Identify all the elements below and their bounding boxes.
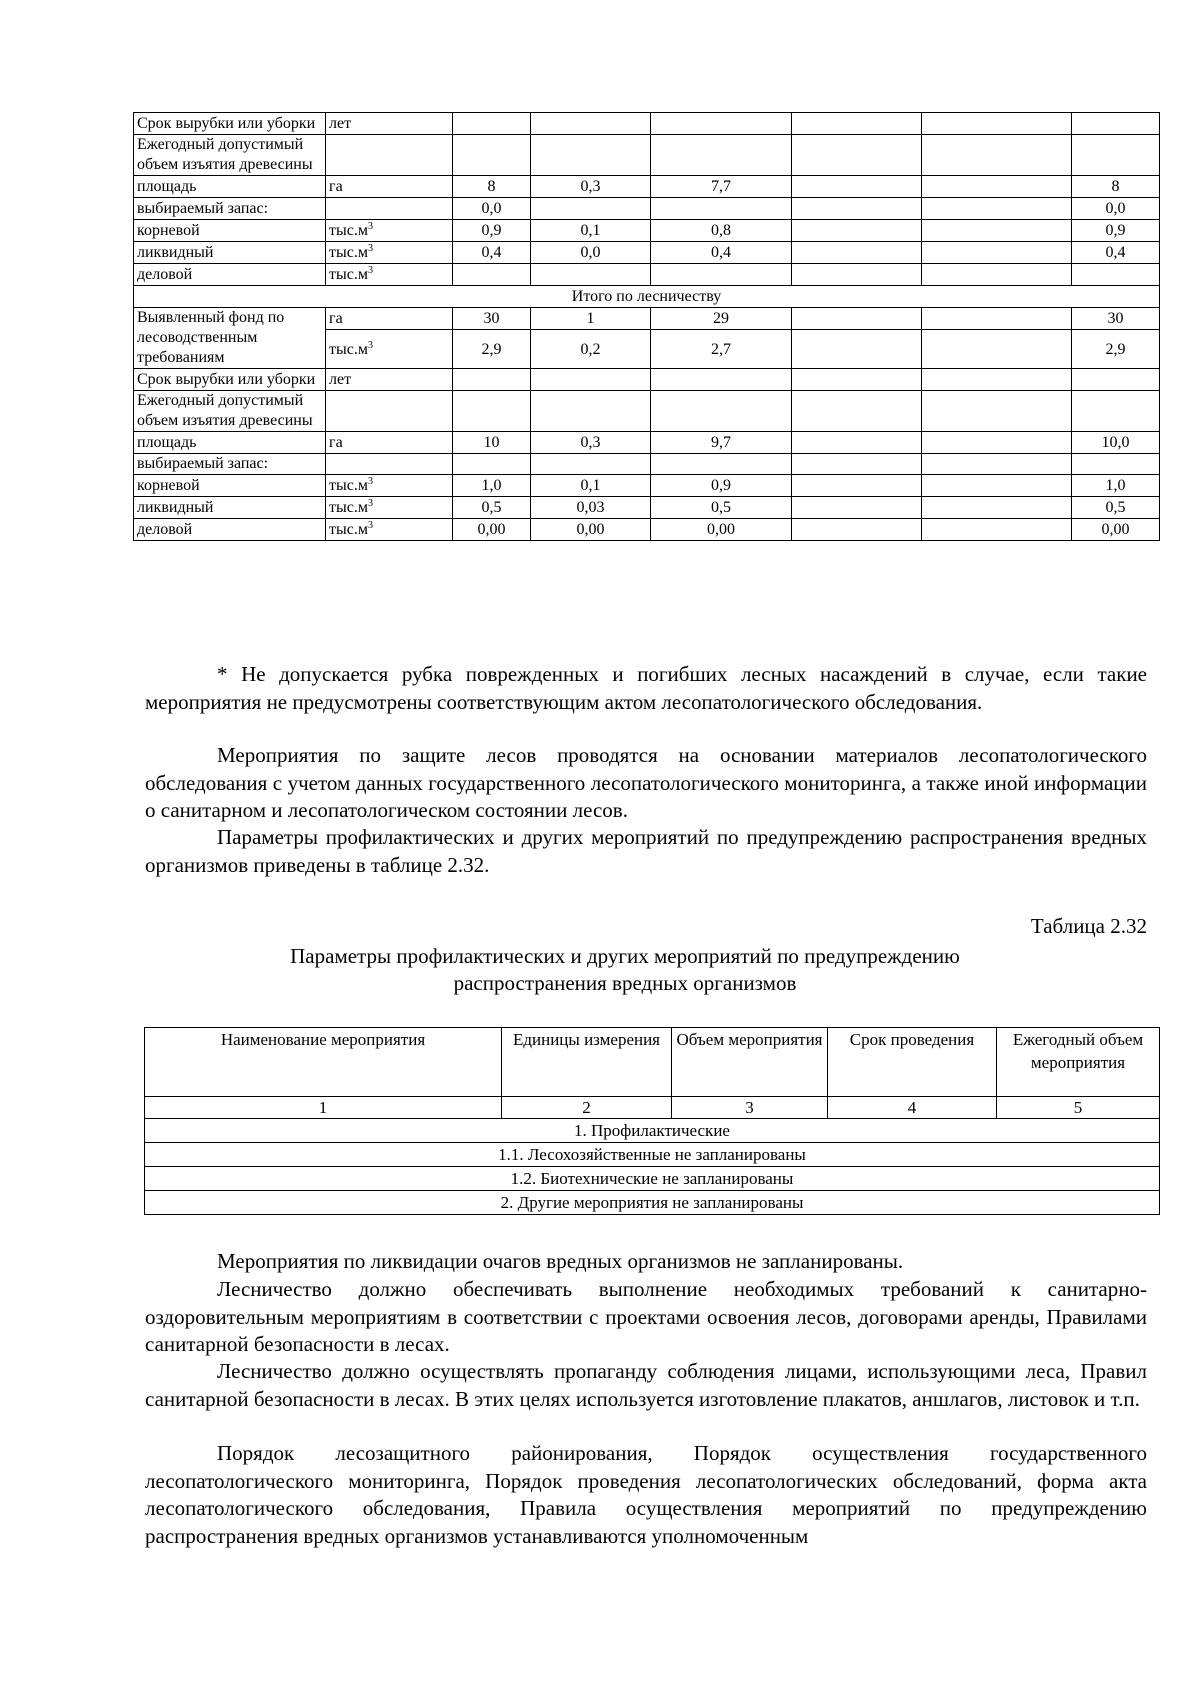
paragraph-propaganda: Лесничество должно осуществлять пропаганду соблюдения лицами, использующими леса, Правил санитарной безопасности в лесах. В этих целях используется изготовление плакатов, аншлагов, листовок и т.п.	[145, 1359, 1147, 1411]
superscript: 3	[367, 265, 373, 276]
value-cell	[1072, 497, 1160, 519]
unit-cell	[326, 242, 453, 264]
value-cell	[651, 432, 792, 454]
unit-cell	[326, 475, 453, 497]
value-cell	[1072, 198, 1160, 220]
cell-text: Итого по лесничеству	[571, 288, 722, 305]
cell-text: Выявленный фонд по лесоводственным требованиям	[137, 309, 285, 366]
cell-text: 2,9	[1105, 340, 1126, 358]
superscript: 3	[367, 339, 373, 351]
value-cell	[453, 198, 531, 220]
cell-text: 0,1	[580, 477, 601, 494]
section-row	[134, 286, 1160, 308]
value-cell	[651, 454, 792, 475]
value-cell	[922, 391, 1072, 432]
value-cell	[453, 308, 531, 330]
value-cell	[531, 113, 651, 135]
cell-text: выбираемый запас:	[137, 199, 269, 217]
value-cell	[792, 242, 922, 264]
section-title: 1. Профилактические	[145, 1119, 1160, 1143]
unit-cell	[326, 135, 453, 176]
cell-text: тыс.м	[329, 244, 368, 261]
value-cell	[453, 519, 531, 541]
value-cell	[651, 176, 792, 198]
table-row	[134, 198, 1160, 220]
row-label	[134, 369, 326, 391]
value-cell	[792, 454, 922, 475]
value-cell	[922, 308, 1072, 330]
row-label	[134, 432, 326, 454]
cell-text: 1,0	[1105, 477, 1126, 494]
unit-cell	[326, 308, 453, 330]
cell-text: 0,3	[580, 178, 601, 195]
value-cell	[453, 497, 531, 519]
section-row	[145, 1167, 1160, 1191]
cell-text: 2,9	[481, 340, 502, 358]
unit-cell	[326, 369, 453, 391]
section-title: 1.2. Биотехнические не запланированы	[145, 1167, 1160, 1191]
row-label	[134, 135, 326, 176]
table-row	[134, 432, 1160, 454]
row-label	[134, 497, 326, 519]
cell-text: 8	[1111, 178, 1120, 195]
column-number-row	[145, 1097, 1160, 1119]
value-cell	[792, 391, 922, 432]
unit-cell	[326, 432, 453, 454]
value-cell	[1072, 369, 1160, 391]
paragraph-parameters: Параметры профилактических и других мероприятий по предупреждению распространения вредных организмов приведены в таблице 2.32.	[145, 825, 1147, 877]
superscript: 3	[367, 498, 373, 509]
cell-text: га	[329, 178, 343, 195]
cell-text: 0,9	[1105, 222, 1126, 239]
value-cell	[922, 242, 1072, 264]
cell-text: тыс.м	[329, 499, 368, 516]
cell-text: деловой	[137, 520, 193, 538]
cell-text: 0,03	[576, 499, 605, 516]
cell-text: 7,7	[711, 178, 731, 195]
value-cell	[1072, 308, 1160, 330]
value-cell	[922, 264, 1072, 286]
row-label	[134, 264, 326, 286]
header-cell: Единицы измерения	[502, 1028, 672, 1097]
cell-text: 0,5	[711, 499, 731, 516]
cell-text: 0,00	[1101, 521, 1130, 538]
cell-text: 0,00	[707, 521, 735, 538]
row-label	[134, 454, 326, 475]
cell-text: 0,0	[481, 200, 502, 217]
value-cell	[792, 475, 922, 497]
value-cell	[792, 113, 922, 135]
cell-text: 9,7	[711, 434, 731, 451]
cell-text: 0,00	[576, 521, 605, 538]
value-cell	[453, 264, 531, 286]
cell-text: лет	[329, 371, 352, 388]
section-row	[145, 1143, 1160, 1167]
value-cell	[922, 475, 1072, 497]
table-row	[134, 308, 1160, 330]
value-cell	[531, 391, 651, 432]
value-cell	[1072, 432, 1160, 454]
cell-text: ликвидный	[137, 498, 214, 516]
value-cell	[651, 220, 792, 242]
cell-text: 0,4	[1105, 244, 1126, 261]
table-row	[134, 242, 1160, 264]
value-cell	[922, 454, 1072, 475]
value-cell	[922, 497, 1072, 519]
paragraph-sanitary: Лесничество должно обеспечивать выполнение необходимых требований к санитарно-оздоровительным мероприятиям в соответствии с проектами освоения лесов, договорами аренды, Правилами санитарной безопасности в лесах.	[145, 1277, 1147, 1356]
cell-text: 8	[487, 178, 496, 195]
value-cell	[531, 497, 651, 519]
measures-table	[144, 1027, 1160, 1215]
cell-text: 30	[1107, 310, 1124, 327]
value-cell	[922, 369, 1072, 391]
value-cell	[651, 198, 792, 220]
value-cell	[792, 176, 922, 198]
table-caption: Таблица 2.32	[1030, 914, 1147, 938]
table-row	[134, 497, 1160, 519]
cell-text: Срок вырубки или уборки	[137, 370, 316, 388]
cell-text: площадь	[137, 433, 197, 451]
row-label	[134, 242, 326, 264]
cell-text: корневой	[137, 476, 200, 494]
value-cell	[453, 391, 531, 432]
cell-text: Срок вырубки или уборки	[137, 114, 316, 132]
header-cell: Срок проведения	[828, 1028, 997, 1097]
unit-cell	[326, 519, 453, 541]
superscript: 3	[367, 476, 373, 487]
cell-text: 10	[483, 434, 500, 451]
value-cell	[453, 369, 531, 391]
cell-text: 0,1	[580, 222, 601, 239]
row-label	[134, 308, 326, 369]
value-cell	[531, 220, 651, 242]
row-label	[134, 198, 326, 220]
forest-volume-table	[133, 112, 1160, 541]
value-cell	[922, 519, 1072, 541]
cell-text: 0,9	[711, 477, 731, 494]
value-cell	[792, 264, 922, 286]
cell-text: 29	[713, 310, 729, 327]
cell-text: деловой	[137, 265, 193, 283]
table-row	[134, 176, 1160, 198]
cell-text: 0,2	[580, 340, 601, 358]
unit-cell	[326, 113, 453, 135]
column-number: 1	[145, 1097, 502, 1119]
value-cell	[1072, 113, 1160, 135]
value-cell	[1072, 220, 1160, 242]
row-label	[134, 391, 326, 432]
cell-text: Ежегодный допустимый объем изъятия древесины	[137, 392, 313, 429]
cell-text: 10,0	[1101, 434, 1130, 451]
row-label	[134, 475, 326, 497]
value-cell	[792, 519, 922, 541]
value-cell	[922, 176, 1072, 198]
table-row	[134, 135, 1160, 176]
value-cell	[651, 330, 792, 369]
value-cell	[531, 432, 651, 454]
cell-text: 0,0	[580, 244, 601, 261]
unit-cell	[326, 220, 453, 242]
value-cell	[792, 369, 922, 391]
table-row	[134, 220, 1160, 242]
cell-text: 0,4	[711, 244, 731, 261]
value-cell	[1072, 454, 1160, 475]
cell-text: 2,7	[711, 340, 731, 358]
value-cell	[1072, 135, 1160, 176]
value-cell	[453, 475, 531, 497]
value-cell	[792, 135, 922, 176]
cell-text: 0,8	[711, 222, 731, 239]
value-cell	[922, 330, 1072, 369]
value-cell	[651, 113, 792, 135]
value-cell	[453, 220, 531, 242]
header-cell: Ежегодный объем мероприятия	[997, 1028, 1160, 1097]
value-cell	[651, 308, 792, 330]
value-cell	[922, 432, 1072, 454]
value-cell	[531, 369, 651, 391]
value-cell	[651, 475, 792, 497]
value-cell	[1072, 475, 1160, 497]
value-cell	[531, 264, 651, 286]
value-cell	[1072, 264, 1160, 286]
cell-text: 0,5	[1105, 499, 1126, 516]
unit-cell	[326, 264, 453, 286]
value-cell	[453, 454, 531, 475]
cell-text: 0,00	[477, 521, 506, 538]
cell-text: 0,9	[481, 222, 502, 239]
superscript: 3	[367, 221, 373, 232]
cell-text: Ежегодный допустимый объем изъятия древесины	[137, 136, 313, 173]
column-number: 5	[997, 1097, 1160, 1119]
value-cell	[453, 432, 531, 454]
unit-cell	[326, 454, 453, 475]
unit-cell	[326, 391, 453, 432]
value-cell	[922, 198, 1072, 220]
value-cell	[792, 330, 922, 369]
header-cell: Наименование мероприятия	[145, 1028, 502, 1097]
row-label	[134, 113, 326, 135]
cell-text: выбираемый запас:	[137, 455, 269, 472]
value-cell	[651, 369, 792, 391]
section-title: 2. Другие мероприятия не запланированы	[145, 1191, 1160, 1215]
table-row	[134, 369, 1160, 391]
paragraph-protection: Мероприятия по защите лесов проводятся на основании материалов лесопатологического обследования с учетом данных государственного лесопатологического мониторинга, а также иной информации о санитарном и лесопатологическом состоянии лесов.	[145, 743, 1147, 822]
value-cell	[453, 113, 531, 135]
row-label	[134, 519, 326, 541]
cell-text: га	[329, 310, 343, 327]
cell-text: тыс.м	[329, 340, 368, 358]
value-cell	[651, 391, 792, 432]
value-cell	[1072, 176, 1160, 198]
value-cell	[792, 220, 922, 242]
value-cell	[792, 497, 922, 519]
value-cell	[922, 113, 1072, 135]
note-paragraph: * Не допускается рубка поврежденных и погибших лесных насаждений в случае, если такие мероприятия не предусмотрены соответствующим актом лесопатологического обследования.	[145, 662, 1147, 714]
section-title	[134, 286, 1160, 308]
value-cell	[531, 330, 651, 369]
value-cell	[531, 475, 651, 497]
row-label	[134, 176, 326, 198]
cell-text: 30	[483, 310, 500, 327]
unit-cell	[326, 198, 453, 220]
value-cell	[531, 308, 651, 330]
section-row	[145, 1119, 1160, 1143]
cell-text: 0,0	[1105, 200, 1126, 217]
table-row	[134, 475, 1160, 497]
section-row	[145, 1191, 1160, 1215]
table-row	[134, 454, 1160, 475]
cell-text: тыс.м	[329, 477, 368, 494]
cell-text: ликвидный	[137, 243, 214, 261]
value-cell	[651, 497, 792, 519]
value-cell	[922, 135, 1072, 176]
column-number: 3	[672, 1097, 828, 1119]
value-cell	[453, 242, 531, 264]
cell-text: тыс.м	[329, 266, 368, 283]
table-row	[134, 264, 1160, 286]
value-cell	[922, 220, 1072, 242]
value-cell	[792, 308, 922, 330]
value-cell	[453, 176, 531, 198]
value-cell	[531, 198, 651, 220]
value-cell	[651, 264, 792, 286]
paragraph-liquidation: Мероприятия по ликвидации очагов вредных организмов не запланированы.	[217, 1249, 904, 1273]
value-cell	[453, 135, 531, 176]
value-cell	[792, 198, 922, 220]
column-number: 2	[502, 1097, 672, 1119]
table-title: Параметры профилактических и других мероприятий по предупреждению распространения вредных организмов	[290, 944, 960, 995]
superscript: 3	[367, 243, 373, 254]
value-cell	[531, 135, 651, 176]
cell-text: 1	[586, 310, 595, 327]
cell-text: 0,3	[580, 434, 601, 451]
cell-text: га	[329, 434, 343, 451]
value-cell	[651, 519, 792, 541]
superscript: 3	[367, 520, 373, 531]
value-cell	[531, 519, 651, 541]
value-cell	[651, 242, 792, 264]
cell-text: площадь	[137, 177, 197, 195]
row-label	[134, 220, 326, 242]
value-cell	[531, 176, 651, 198]
table-header-row	[145, 1028, 1160, 1097]
unit-cell	[326, 176, 453, 198]
value-cell	[453, 330, 531, 369]
cell-text: 1,0	[481, 477, 502, 494]
cell-text: 0,5	[481, 499, 502, 516]
value-cell	[1072, 242, 1160, 264]
value-cell	[531, 454, 651, 475]
table-row	[134, 391, 1160, 432]
value-cell	[651, 135, 792, 176]
value-cell	[1072, 330, 1160, 369]
table-row	[134, 519, 1160, 541]
column-number: 4	[828, 1097, 997, 1119]
cell-text: тыс.м	[329, 222, 368, 239]
unit-cell	[326, 497, 453, 519]
cell-text: 0,4	[481, 244, 502, 261]
table-row	[134, 113, 1160, 135]
section-title: 1.1. Лесохозяйственные не запланированы	[145, 1143, 1160, 1167]
cell-text: тыс.м	[329, 521, 368, 538]
paragraph-regulations: Порядок лесозащитного районирования, Порядок осуществления государственного лесопатологического мониторинга, Порядок проведения лесопатологических обследований, форма акта лесопатологического обследования, Правила осуществления мероприятий по предупреждению распространения вредных организмов устанавливаются уполномоченным	[145, 1441, 1147, 1548]
value-cell	[1072, 519, 1160, 541]
cell-text: корневой	[137, 221, 200, 239]
cell-text: лет	[329, 115, 352, 132]
value-cell	[531, 242, 651, 264]
value-cell	[1072, 391, 1160, 432]
value-cell	[792, 432, 922, 454]
unit-cell	[326, 330, 453, 369]
header-cell: Объем мероприятия	[672, 1028, 828, 1097]
